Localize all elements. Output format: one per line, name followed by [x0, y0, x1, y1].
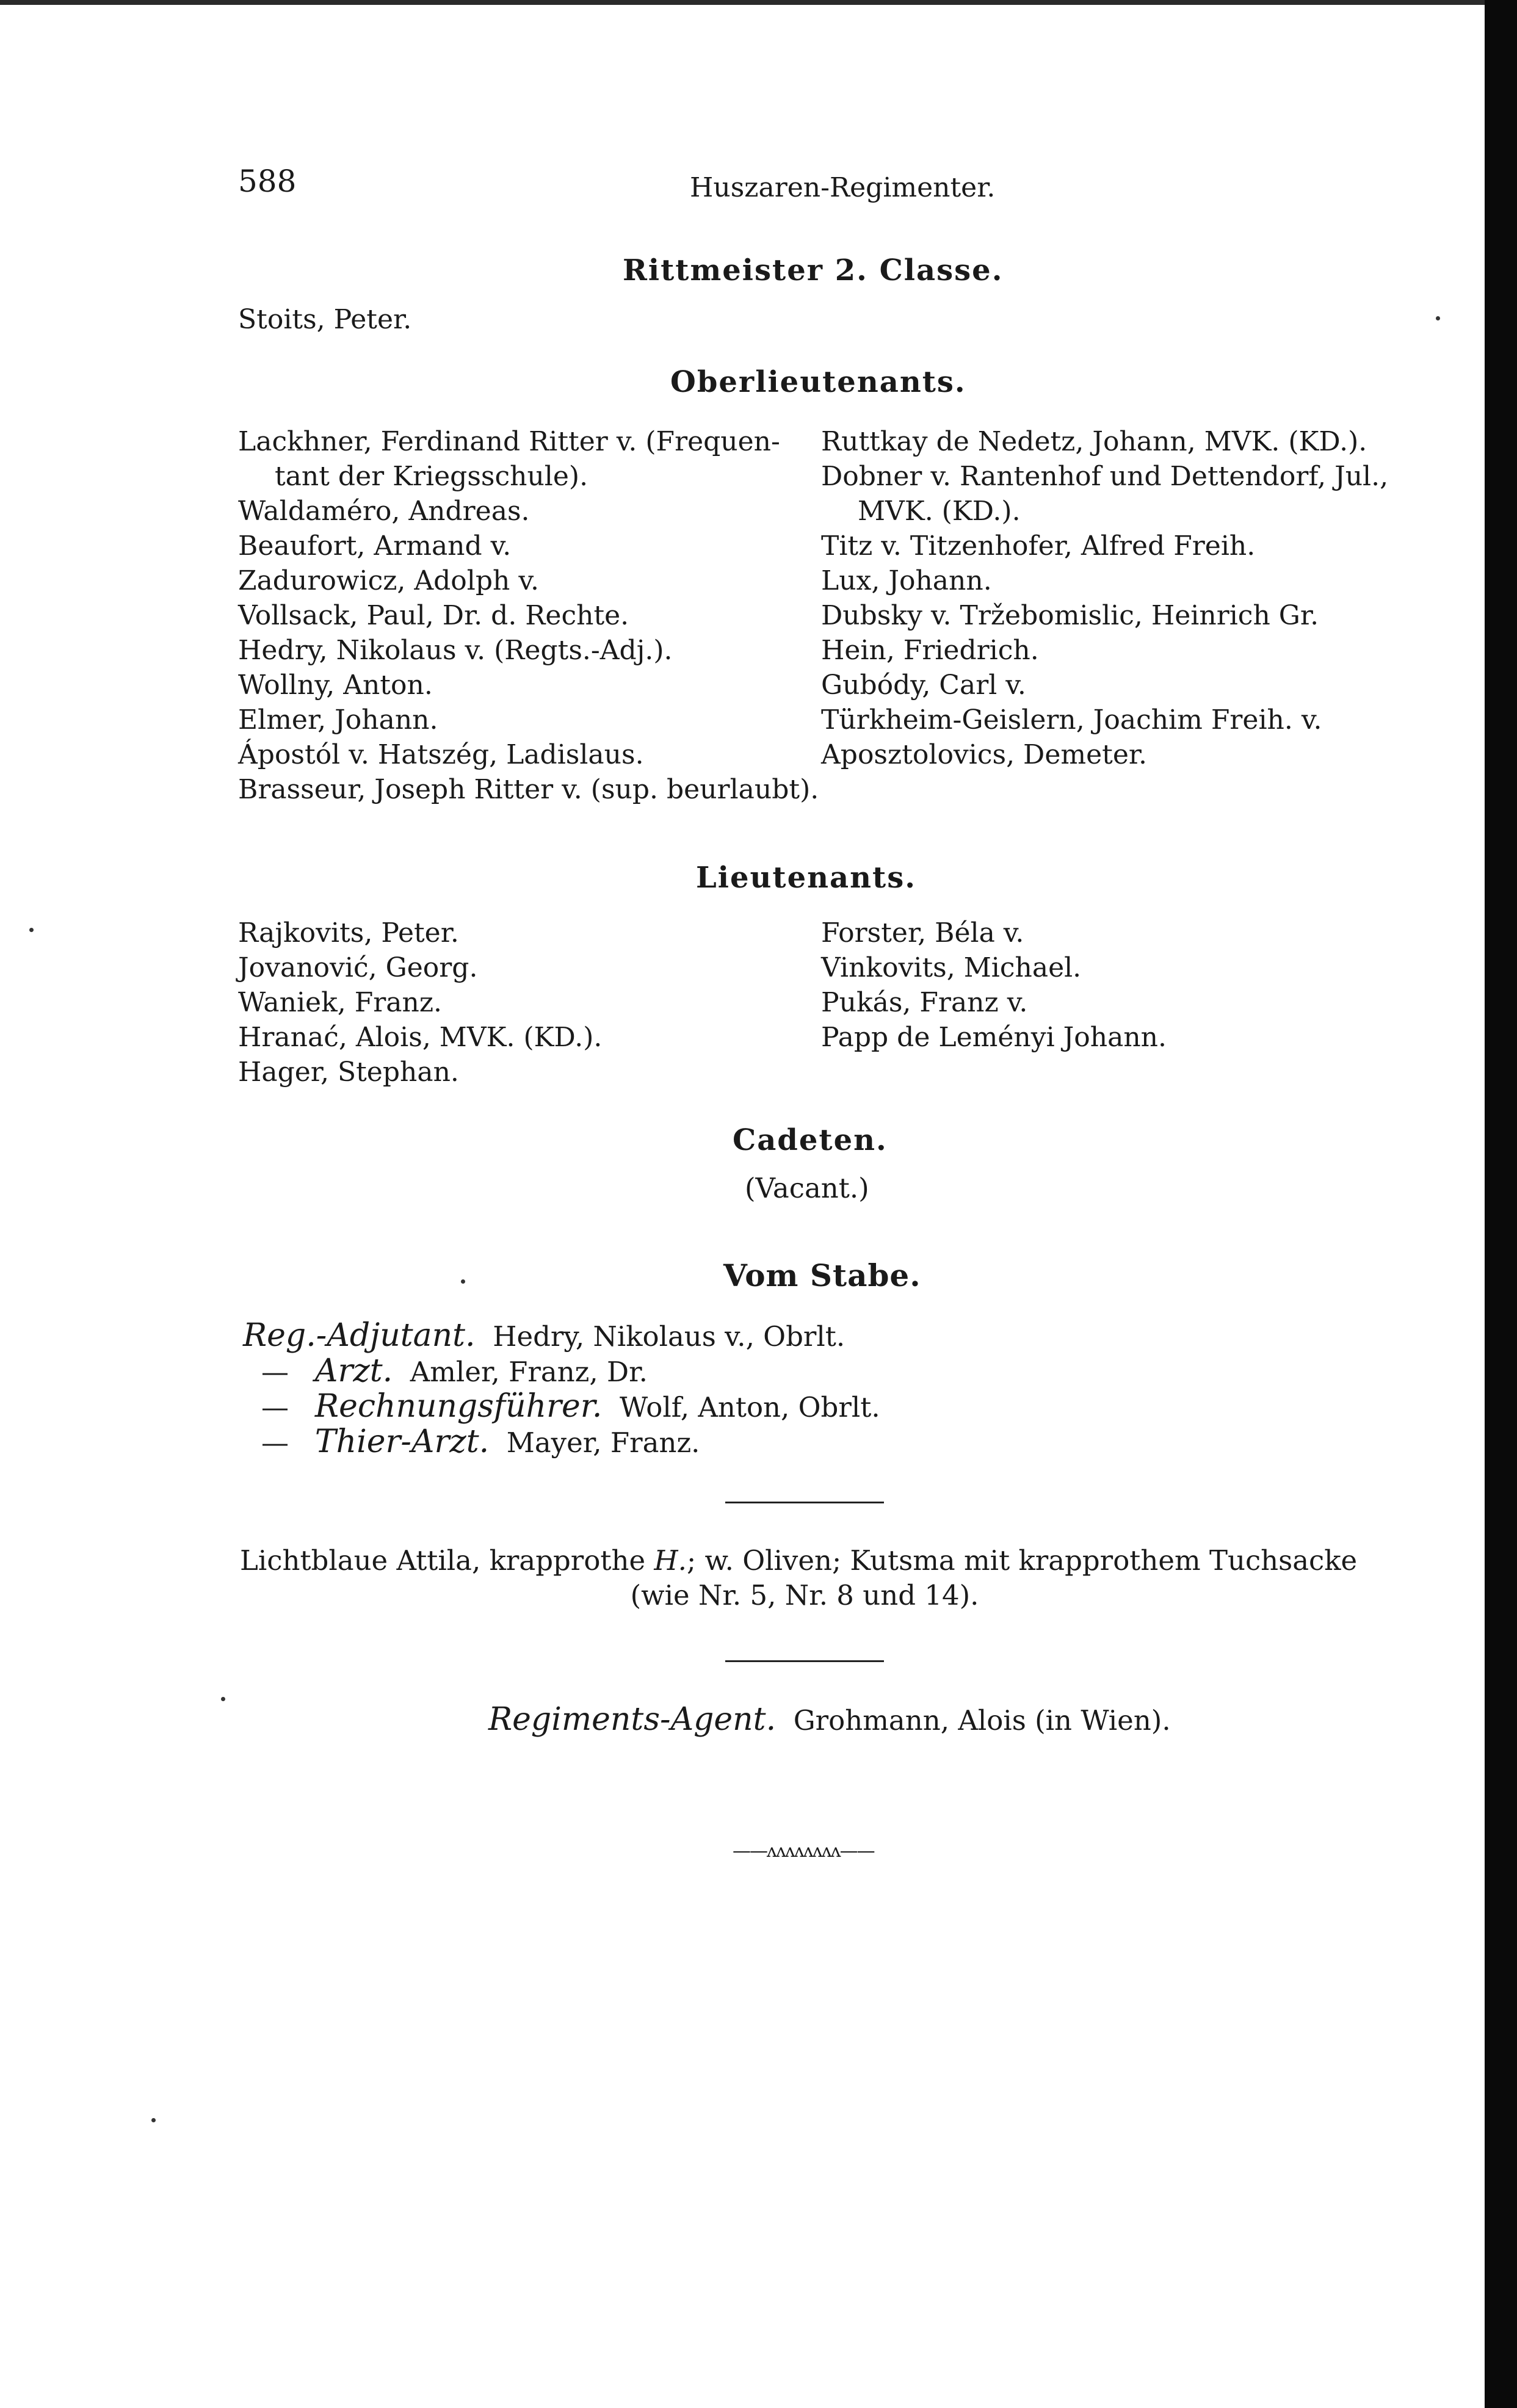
- list-item: Forster, Béla v.: [821, 917, 1024, 949]
- staff-dash: —: [261, 1391, 289, 1423]
- lieutenants-right: [821, 916, 1167, 1055]
- staff-dash: —: [261, 1356, 289, 1388]
- staff-role: Arzt.: [314, 1353, 393, 1389]
- list-item: Hager, Stephan.: [238, 1057, 459, 1088]
- list-item: Hein, Friedrich.: [821, 635, 1039, 666]
- staff-entry: [243, 1425, 880, 1460]
- list-item: Elmer, Johann.: [238, 704, 438, 736]
- heading-lieutenants: Lieutenants.: [696, 861, 916, 895]
- staff-entry: [243, 1389, 880, 1425]
- list-item: Waldaméro, Andreas.: [238, 496, 530, 527]
- list-item: Vollsack, Paul, Dr. d. Rechte.: [238, 600, 629, 631]
- uniform-line2: (wie Nr. 5, Nr. 8 und 14).: [630, 1579, 979, 1611]
- staff-dash: —: [261, 1426, 289, 1459]
- rittmeister-list: [238, 302, 411, 337]
- staff-name: Wolf, Anton, Obrlt.: [620, 1391, 880, 1423]
- regiments-agent: [488, 1701, 1171, 1738]
- scan-frame-top: [0, 0, 1485, 5]
- list-item: Vinkovits, Michael.: [821, 952, 1082, 983]
- running-title: Huszaren-Regimenter.: [690, 172, 996, 203]
- staff-entry: [243, 1318, 880, 1354]
- list-item: Beaufort, Armand v.: [238, 530, 512, 562]
- staff-role: Thier-Arzt.: [314, 1423, 490, 1460]
- list-item: Zadurowicz, Adolph v.: [238, 565, 539, 596]
- staff-name: Hedry, Nikolaus v., Obrlt.: [493, 1320, 845, 1353]
- list-item: Lackhner, Ferdinand Ritter v. (Frequen-: [238, 426, 780, 457]
- scan-frame-right: [1485, 0, 1517, 2408]
- list-item: Hedry, Nikolaus v. (Regts.-Adj.).: [238, 635, 673, 666]
- scan-speck: [461, 1279, 465, 1284]
- list-item: Gubódy, Carl v.: [821, 670, 1026, 701]
- staff-name: Mayer, Franz.: [506, 1426, 700, 1459]
- list-item: Brasseur, Joseph Ritter v. (sup. beurlaubt).: [238, 774, 819, 805]
- list-item: tant der Kriegsschule).: [275, 461, 588, 492]
- cadeten-vacant: (Vacant.): [745, 1172, 869, 1204]
- list-item: Pukás, Franz v.: [821, 987, 1028, 1018]
- agent-role: Regiments-Agent.: [488, 1701, 777, 1738]
- staff-name: Amler, Franz, Dr.: [410, 1356, 648, 1388]
- uniform-line1-h: H.: [654, 1544, 687, 1577]
- list-item: Ruttkay de Nedetz, Johann, MVK. (KD.).: [821, 426, 1367, 457]
- list-item: Lux, Johann.: [821, 565, 992, 596]
- list-item: Wollny, Anton.: [238, 670, 433, 701]
- list-item: Türkheim-Geislern, Joachim Freih. v.: [821, 704, 1322, 736]
- end-ornament: ——ʌʌʌʌʌʌʌʌ——: [733, 1840, 874, 1862]
- heading-cadeten: Cadeten.: [733, 1123, 888, 1157]
- list-item: Rajkovits, Peter.: [238, 917, 459, 949]
- list-item: Hranać, Alois, MVK. (KD.).: [238, 1022, 603, 1053]
- heading-vom-stabe: Vom Stabe.: [723, 1257, 921, 1293]
- lieutenants-left: [238, 916, 602, 1090]
- staff-list: [243, 1318, 880, 1460]
- list-item: Dubsky v. Tržebomislic, Heinrich Gr.: [821, 600, 1319, 631]
- list-item: Jovanović, Georg.: [238, 952, 478, 983]
- oberlieutenants-left: [238, 424, 819, 807]
- scan-speck: [1436, 316, 1440, 320]
- heading-rittmeister: Rittmeister 2. Classe.: [623, 253, 1004, 287]
- list-item: Papp de Leményi Johann.: [821, 1022, 1167, 1053]
- staff-role: Rechnungsführer.: [314, 1388, 603, 1425]
- list-item: Waniek, Franz.: [238, 987, 443, 1018]
- scan-speck: [221, 1697, 225, 1701]
- scan-speck: [29, 928, 34, 932]
- staff-role: Reg.-Adjutant.: [243, 1317, 476, 1354]
- divider-rule: [725, 1502, 884, 1503]
- agent-name: Grohmann, Alois (in Wien).: [793, 1704, 1171, 1737]
- list-item: Stoits, Peter.: [238, 304, 412, 335]
- list-item: Aposztolovics, Demeter.: [821, 739, 1148, 770]
- uniform-line1-b: ; w. Oliven; Kutsma mit krapprothem Tuchsacke: [686, 1544, 1358, 1577]
- page-number: 588: [238, 164, 297, 199]
- divider-rule: [725, 1660, 884, 1662]
- list-item: Ápostól v. Hatszég, Ladislaus.: [238, 739, 644, 770]
- scan-speck: [151, 2118, 156, 2122]
- heading-oberlieutenants: Oberlieutenants.: [670, 365, 966, 399]
- uniform-line1-a: Lichtblaue Attila, krapprothe: [240, 1544, 646, 1577]
- staff-entry: [243, 1354, 880, 1389]
- list-item: Dobner v. Rantenhof und Dettendorf, Jul.,: [821, 461, 1389, 492]
- uniform-description: [240, 1543, 1369, 1613]
- list-item: Titz v. Titzenhofer, Alfred Freih.: [821, 530, 1256, 562]
- oberlieutenants-right: [821, 424, 1388, 772]
- list-item: MVK. (KD.).: [858, 496, 1021, 527]
